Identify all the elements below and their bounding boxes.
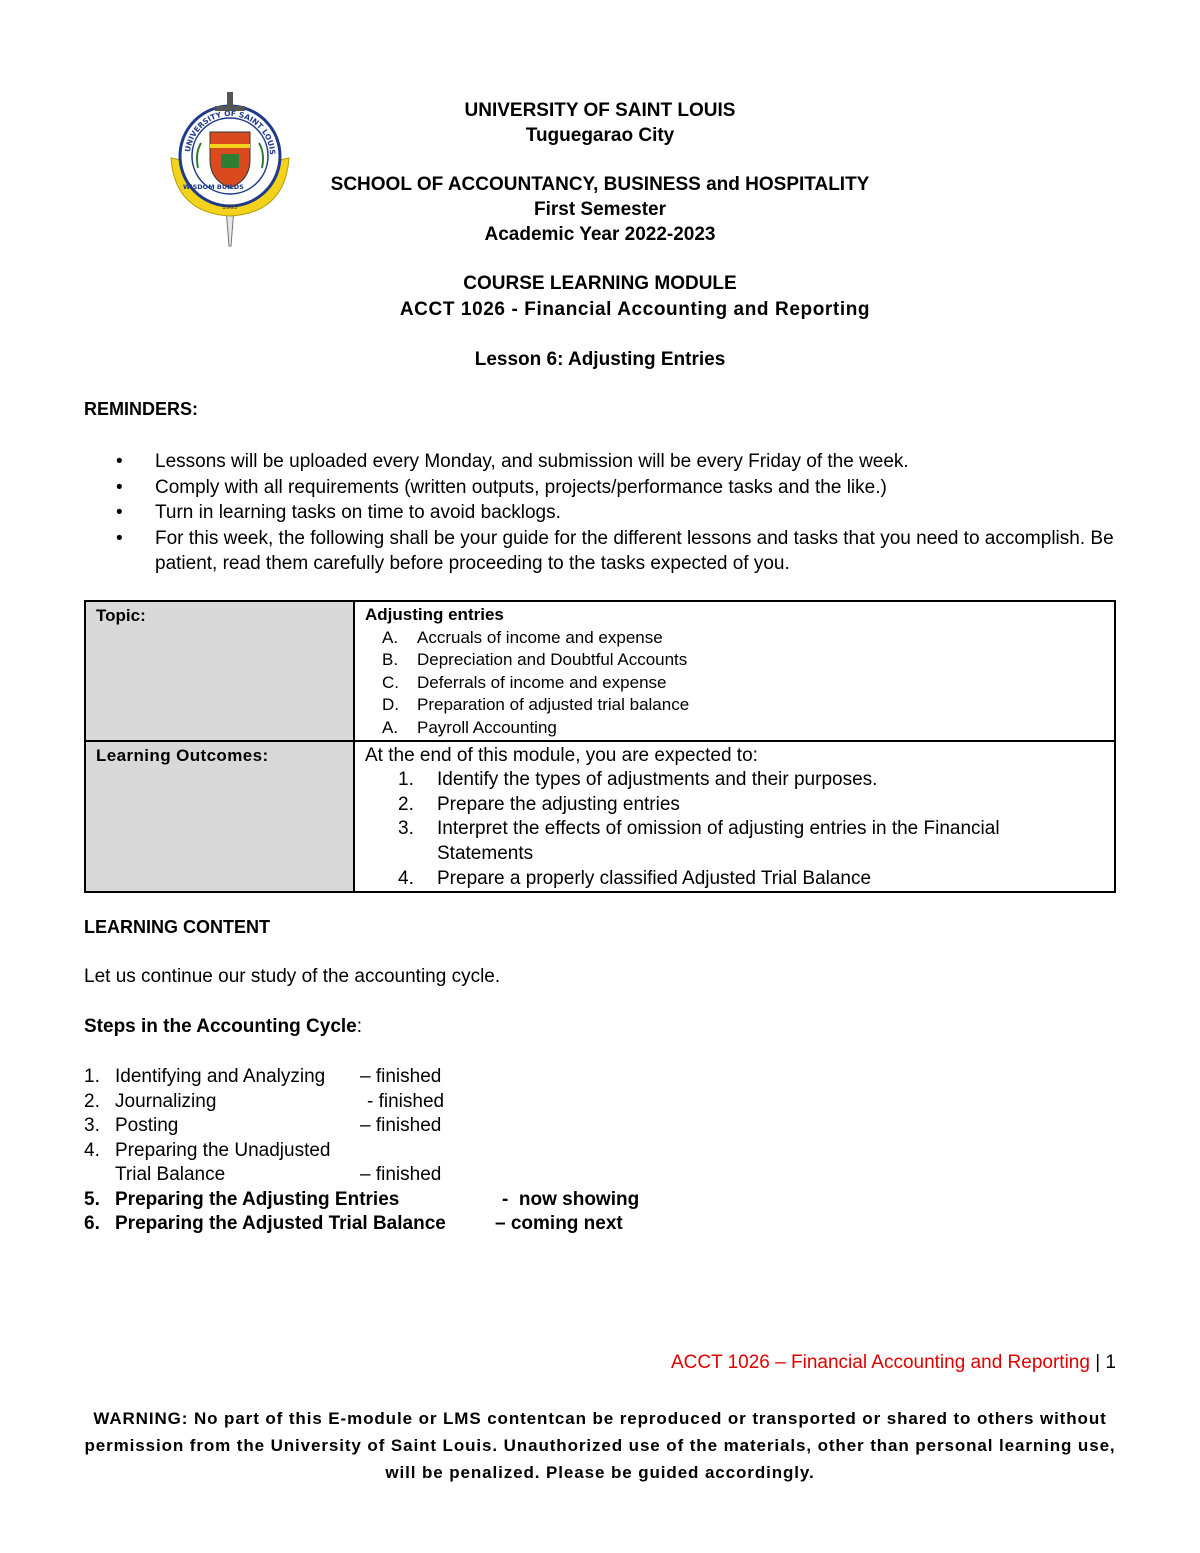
logo-ring-text: UNIVERSITY OF SAINT LOUIS [183, 108, 278, 156]
bullet-icon: • [116, 476, 123, 498]
list-item: 1. Identifying and Analyzing – finished [84, 1066, 442, 1087]
footer-separator: | [1089, 1352, 1106, 1373]
table-row [85, 741, 1115, 893]
page-number: 1 [1105, 1352, 1116, 1373]
list-item: 5. Preparing the Adjusting Entries - now showing [84, 1188, 640, 1210]
table-row [85, 601, 1115, 741]
reminders-heading: REMINDERS: [84, 399, 199, 419]
outcomes-list [365, 768, 1114, 891]
list-item: • Comply with all requirements (written outputs, projects/performance tasks and the like.) [116, 475, 1126, 501]
outcomes-cell [354, 741, 1115, 893]
steps-heading: Steps in the Accounting Cycle: [84, 1016, 363, 1037]
list-item: 3. Interpret the effects of omission of adjusting entries in the Financial Statements [398, 818, 1000, 864]
list-item: 6. Preparing the Adjusted Trial Balance – coming next [84, 1213, 623, 1235]
academic-year: Academic Year 2022-2023 [484, 224, 716, 245]
list-item: • Lessons will be uploaded every Monday, and submission will be every Friday of the week. [116, 449, 1126, 475]
learning-content-intro: Let us continue our study of the accounting cycle. [84, 966, 501, 987]
list-item: 4. Prepare a properly classified Adjusted Trial Balance [398, 867, 872, 889]
topic-table [84, 600, 1116, 893]
school-name: SCHOOL OF ACCOUNTANCY, BUSINESS and HOSPITALITY [330, 174, 870, 195]
logo-ribbon-text: WISDOM BUILDS [183, 183, 244, 191]
list-item: • For this week, the following shall be your guide for the different lessons and tasks that you need to accomplish. Be patient, read them carefully before proceeding to the tasks expected of you. [116, 527, 1114, 574]
page-footer [671, 1352, 1116, 1374]
topic-list [365, 627, 1114, 740]
bullet-icon: • [116, 502, 123, 523]
list-item: 1. Identify the types of adjustments and their purposes. [398, 769, 878, 791]
outcomes-label: Learning Outcomes: [85, 741, 354, 893]
list-item: 2. Prepare the adjusting entries [398, 793, 680, 815]
topic-label: Topic: [85, 601, 354, 741]
reminders-list [116, 449, 1126, 577]
outcomes-intro: At the end of this module, you are expected to: [365, 744, 758, 766]
list-item: 2. Journalizing - finished [84, 1090, 445, 1112]
university-name: UNIVERSITY OF SAINT LOUIS [464, 100, 736, 121]
module-type: COURSE LEARNING MODULE [463, 273, 737, 294]
list-item: A. Accruals of income and expense [382, 627, 663, 647]
semester: First Semester [533, 199, 666, 220]
list-item: D. Preparation of adjusted trial balance [382, 695, 690, 715]
bullet-icon: • [116, 451, 123, 472]
list-item: • Turn in learning tasks on time to avoid backlogs. [116, 500, 1126, 526]
list-item: A. Payroll Accounting [382, 717, 557, 737]
topic-cell [354, 601, 1115, 741]
list-item: C. Deferrals of income and expense [382, 672, 667, 692]
logo-year: 1965 [222, 204, 238, 211]
list-item: 4. Preparing the Unadjusted Trial Balance – finished [84, 1139, 442, 1186]
list-item: B. Depreciation and Doubtful Accounts [382, 650, 688, 670]
lesson-title: Lesson 6: Adjusting Entries [474, 349, 726, 370]
course-title: ACCT 1026 - Financial Accounting and Reporting [399, 299, 871, 320]
footer-course-ref: ACCT 1026 – Financial Accounting and Reporting [670, 1352, 1090, 1373]
learning-content-heading: LEARNING CONTENT [84, 917, 270, 937]
topic-title: Adjusting entries [365, 605, 504, 624]
steps-list [84, 1065, 784, 1237]
city-name: Tuguegarao City [525, 125, 675, 146]
warning-notice: WARNING: No part of this E-module or LMS contentcan be reproduced or transported or shared to others without permission from the University of Saint Louis. Unauthorized use of the materials, other than personal learning use, will be penalized. Please be guided accordingly. [84, 1409, 1116, 1482]
bullet-icon: • [116, 527, 123, 549]
list-item: 3. Posting – finished [84, 1115, 442, 1137]
